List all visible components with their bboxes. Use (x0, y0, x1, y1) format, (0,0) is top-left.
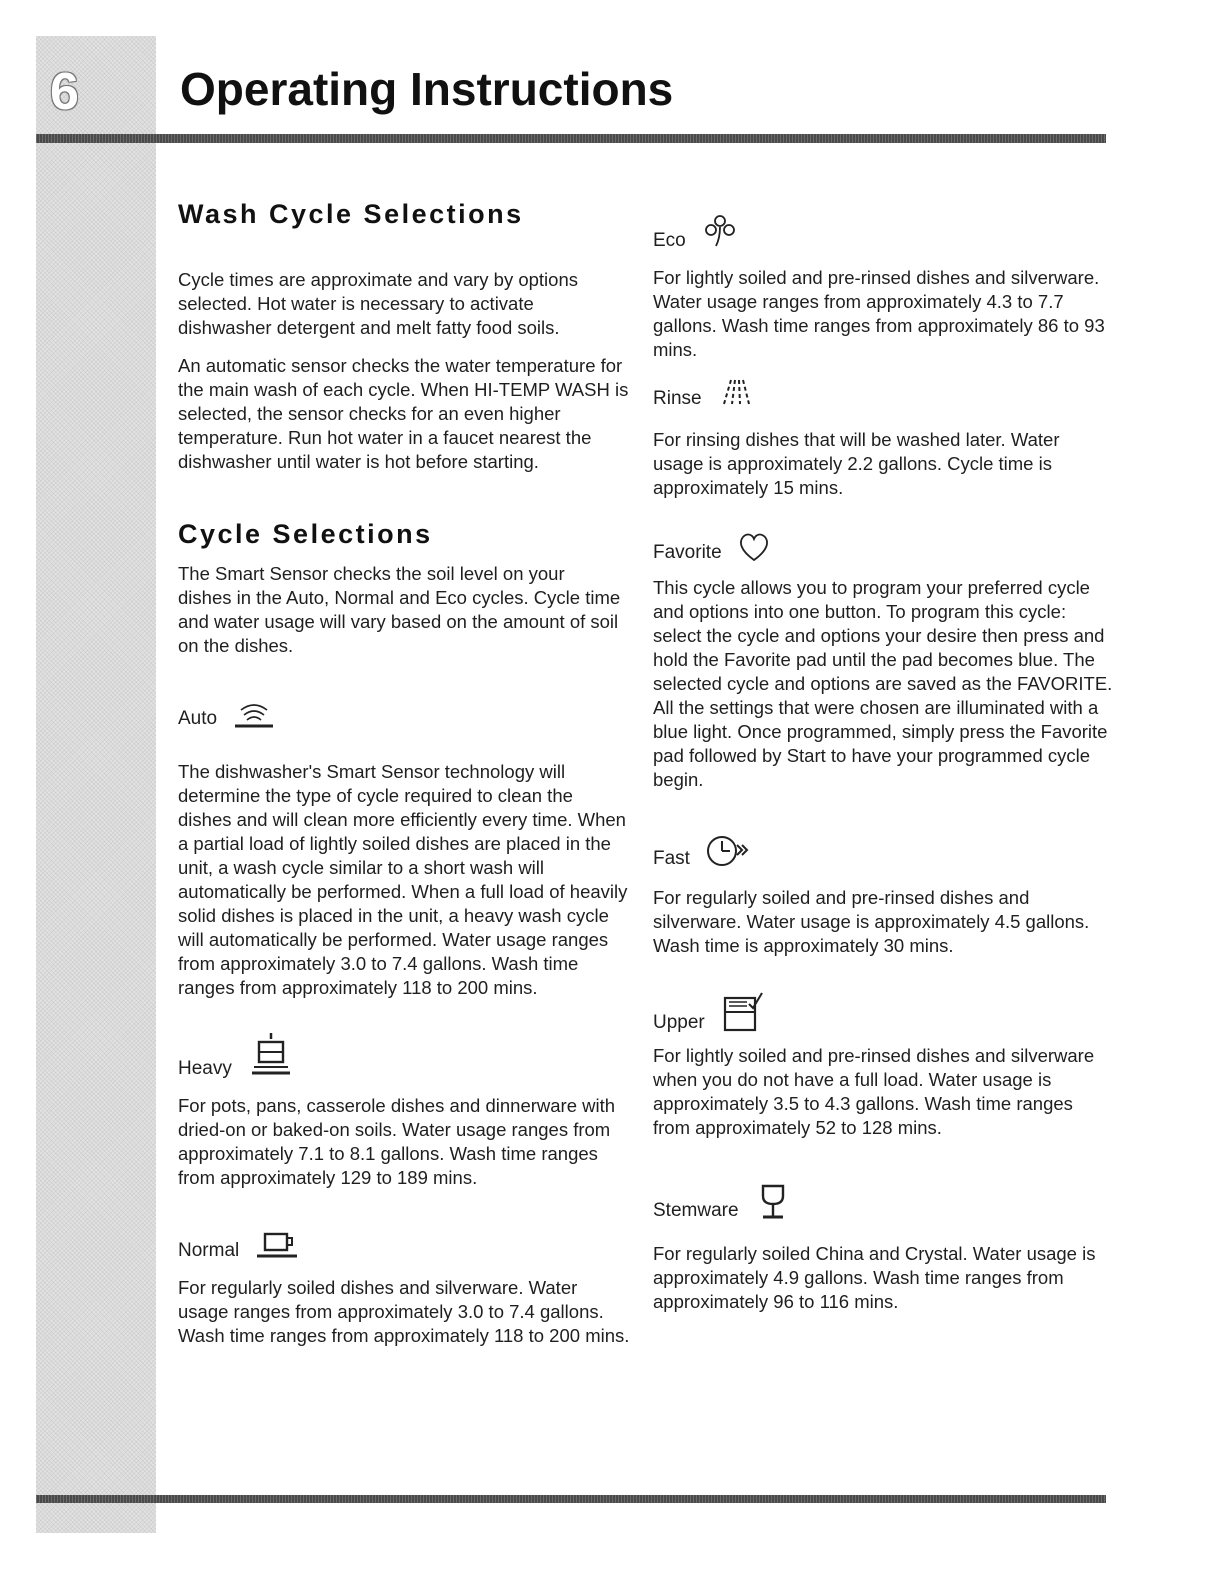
cycle-rinse-description: For rinsing dishes that will be washed later. Water usage is approximately 2.2 gallons. Cycle time is approximately 15 mins. (653, 429, 1060, 498)
cycle-fast-header (653, 832, 750, 870)
cycle-normal-name: Normal (178, 1240, 240, 1261)
flower-icon (700, 212, 740, 252)
footer-rule (36, 1495, 1106, 1503)
cycle-eco-header (653, 212, 740, 252)
page-title: Operating Instructions (180, 63, 674, 115)
upper-rack-icon (719, 990, 765, 1034)
wash-cycle-selections-heading: Wash Cycle Selections (178, 199, 524, 229)
cycle-rinse-name: Rinse (653, 388, 702, 409)
cycle-fast-description: For regularly soiled and pre-rinsed dishes and silverware. Water usage is approximately 4.5 gallons. Wash time is approximately 30 mins. (653, 887, 1090, 956)
cycle-stemware-description: For regularly soiled China and Crystal. Water usage is approximately 4.9 gallons. Wash time ranges from approximately 96 to 116 mins. (653, 1243, 1096, 1312)
cycle-auto-description: The dishwasher's Smart Sensor technology will determine the type of cycle required to clean the dishes and will clean more efficiently every time. When a partial load of lightly soiled dishes are placed in the unit, a wash cycle similar to a short wash will automatically be performed. When a full load of heavily solid dishes is placed in the unit, a heavy wash cycle will automatically be performed. Water usage ranges from approximately 3.0 to 7.4 gallons. Wash time ranges from approximately 118 to 200 mins. (178, 761, 628, 998)
wine-glass-icon (753, 1182, 793, 1222)
cycle-auto-name: Auto (178, 708, 218, 729)
cup-icon (253, 1230, 303, 1262)
cycle-heavy-description: For pots, pans, casserole dishes and dinnerware with dried-on or baked-on soils. Water usage ranges from approximately 7.1 to 8.1 gallons. Wash time ranges from approximately 129 to 189 mins. (178, 1095, 616, 1188)
cycle-upper-description: For lightly soiled and pre-rinsed dishes and silverware when you do not have a full load. Water usage is approximately 3.5 to 4.3 gallons. Wash time ranges from approximately 52 to 128 mins. (653, 1045, 1095, 1138)
cycle-normal-header (178, 1230, 303, 1262)
header-rule (36, 134, 1106, 143)
pot-icon (246, 1030, 296, 1080)
cycle-fast-name: Fast (653, 848, 690, 869)
cycle-upper-name: Upper (653, 1012, 705, 1033)
cycle-eco-description: For lightly soiled and pre-rinsed dishes and silverware. Water usage ranges from approximately 4.3 to 7.7 gallons. Wash time ranges from approximately 86 to 93 mins. (653, 267, 1105, 360)
cycle-rinse-header (653, 376, 756, 410)
cycle-favorite-header (653, 530, 772, 564)
wash-intro-paragraph: Cycle times are approximate and vary by options selected. Hot water is necessary to activate dishwasher detergent and melt fatty food soils. (178, 269, 578, 338)
chapter-number: 6 (50, 63, 79, 121)
cycle-auto-header (178, 696, 277, 730)
cycle-stemware-name: Stemware (653, 1200, 739, 1221)
chapter-side-band (36, 36, 156, 1533)
cycle-favorite-name: Favorite (653, 542, 722, 563)
auto-sensor-icon (231, 696, 277, 730)
cycle-selections-heading: Cycle Selections (178, 519, 433, 549)
cycle-heavy-header (178, 1030, 296, 1080)
cycle-normal-description: For regularly soiled dishes and silverware. Water usage ranges from approximately 3.0 to 7.4 gallons. Wash time ranges from approximately 118 to 200 mins. (178, 1277, 630, 1346)
spray-icon (716, 376, 756, 410)
cycle-favorite-description: This cycle allows you to program your preferred cycle and options into one button. To program this cycle: select the cycle and options your desire then press and hold the Favorite pad until the pad becomes blue. The selected cycle and options are saved as the FAVORITE. All the settings that were chosen are illuminated with a blue light. Once programmed, simply press the Favorite pad followed by Start to have your programmed cycle begin. (653, 577, 1113, 790)
cycle-eco-name: Eco (653, 230, 686, 251)
sensor-paragraph: An automatic sensor checks the water temperature for the main wash of each cycle. When HI-TEMP WASH is selected, the sensor checks for an even higher temperature. Run hot water in a faucet nearest the dishwasher until water is hot before starting. (178, 355, 629, 472)
cycle-stemware-header (653, 1182, 793, 1222)
fast-clock-icon (704, 832, 750, 870)
cycle-selections-intro: The Smart Sensor checks the soil level on your dishes in the Auto, Normal and Eco cycles. Cycle time and water usage will vary based on the amount of soil on the dishes. (178, 563, 621, 656)
heart-icon (736, 530, 772, 564)
cycle-upper-header (653, 990, 765, 1034)
cycle-heavy-name: Heavy (178, 1058, 232, 1079)
